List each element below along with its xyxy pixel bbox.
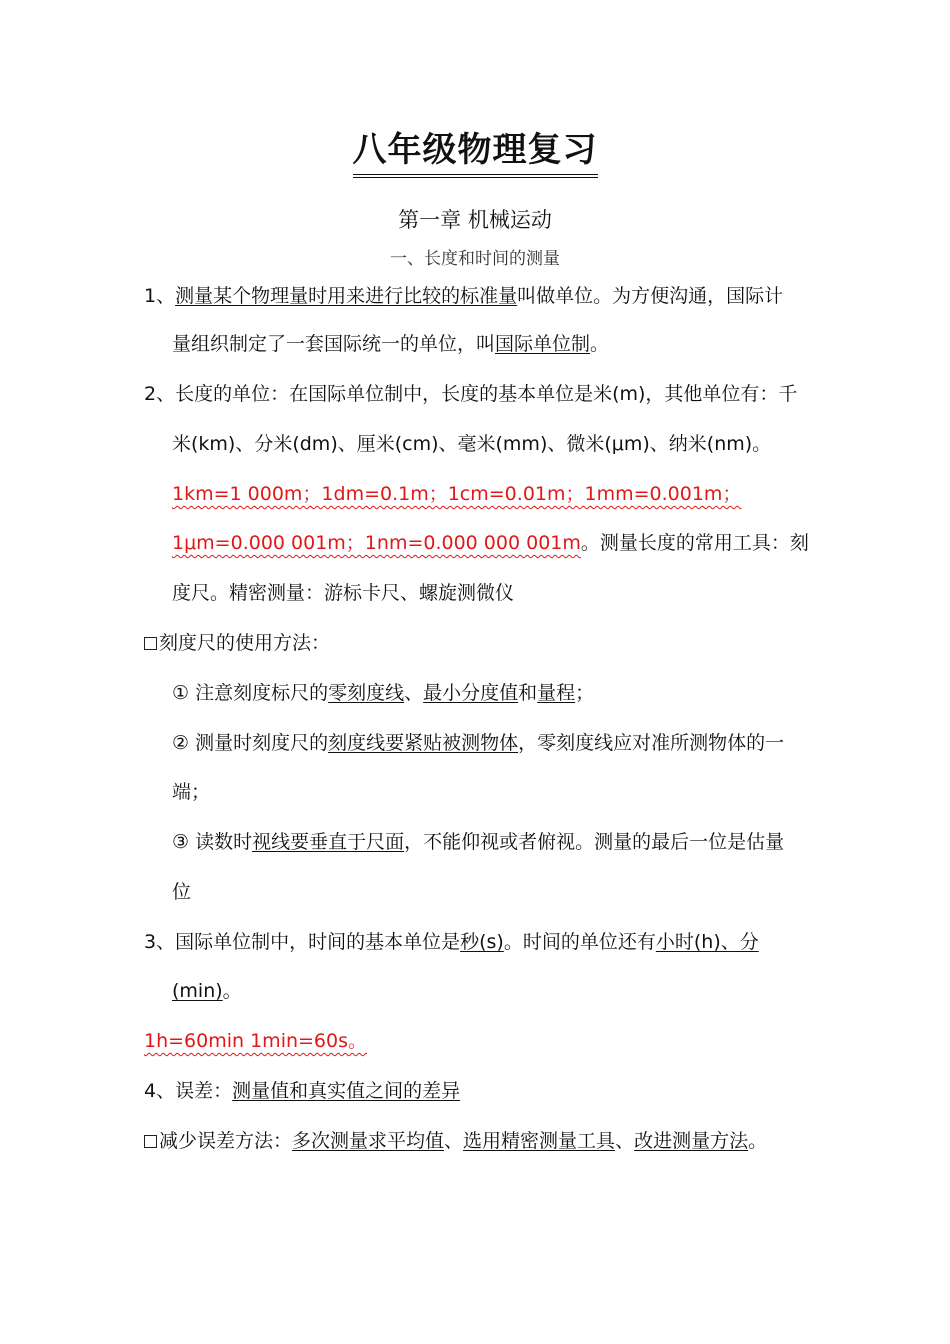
checkbox-square-icon (144, 1135, 157, 1148)
underlined-term: 国际单位制 (495, 333, 591, 355)
ruler-usage-heading: 刻度尺的使用方法： (144, 630, 330, 656)
ruler-item-2-continuation: 端； (172, 781, 211, 803)
conversion-red-text: 1km=1 000m；1dm=0.1m；1cm=0.01m；1mm=0.001m； (172, 483, 742, 505)
checkbox-square-icon (144, 637, 157, 650)
section-heading: 一、长度和时间的测量 (390, 249, 560, 269)
ruler-item-2: ② 测量时刻度尺的刻度线要紧贴被测物体，零刻度线应对准所测物体的一 (172, 732, 785, 754)
conversion-red-text: 1μm=0.000 001m；1nm=0.000 000 001m (172, 532, 581, 554)
paragraph-2-line-1: 2、长度的单位：在国际单位制中，长度的基本单位是米(m)，其他单位有：千 (144, 383, 798, 405)
chapter-heading: 第一章 机械运动 (398, 208, 552, 232)
paragraph-2-line-4: 1μm=0.000 001m；1nm=0.000 000 001m。测量长度的常用工具：刻 (172, 532, 809, 554)
paragraph-2-line-3 (172, 481, 741, 507)
paragraph-1-line-1: 1、测量某个物理量时用来进行比较的标准量叫做单位。为方便沟通，国际计 (144, 285, 784, 307)
paragraph-2-line-2: 米(km)、分米(dm)、厘米(cm)、毫米(mm)、微米(μm)、纳米(nm)。 (172, 433, 772, 455)
ruler-item-3: ③ 读数时视线要垂直于尺面，不能仰视或者俯视。测量的最后一位是估量 (172, 831, 785, 853)
underlined-term: 测量某个物理量时用来进行比较的标准量 (175, 285, 518, 307)
conversion-red-text: 1h=60min 1min=60s。 (144, 1030, 368, 1052)
paragraph-2-line-5: 度尺。精密测量：游标卡尺、螺旋测微仪 (172, 582, 515, 604)
ruler-item-3-continuation: 位 (172, 881, 192, 903)
paragraph-3-line-2: (min)。 (172, 980, 242, 1002)
paragraph-1-line-2: 量组织制定了一套国际统一的单位，叫国际单位制。 (172, 333, 610, 355)
paragraph-3-line-3 (144, 1028, 367, 1054)
ruler-item-1: ① 注意刻度标尺的零刻度线、最小分度值和量程； (172, 682, 595, 704)
paragraph-3-line-1: 3、国际单位制中，时间的基本单位是秒(s)。时间的单位还有小时(h)、分 (144, 931, 759, 953)
paragraph-4: 4、误差：测量值和真实值之间的差异 (144, 1080, 461, 1102)
reduce-error-line: 减少误差方法：多次测量求平均值、选用精密测量工具、改进测量方法。 (144, 1128, 767, 1154)
document-title: 八年级物理复习 (0, 128, 950, 178)
